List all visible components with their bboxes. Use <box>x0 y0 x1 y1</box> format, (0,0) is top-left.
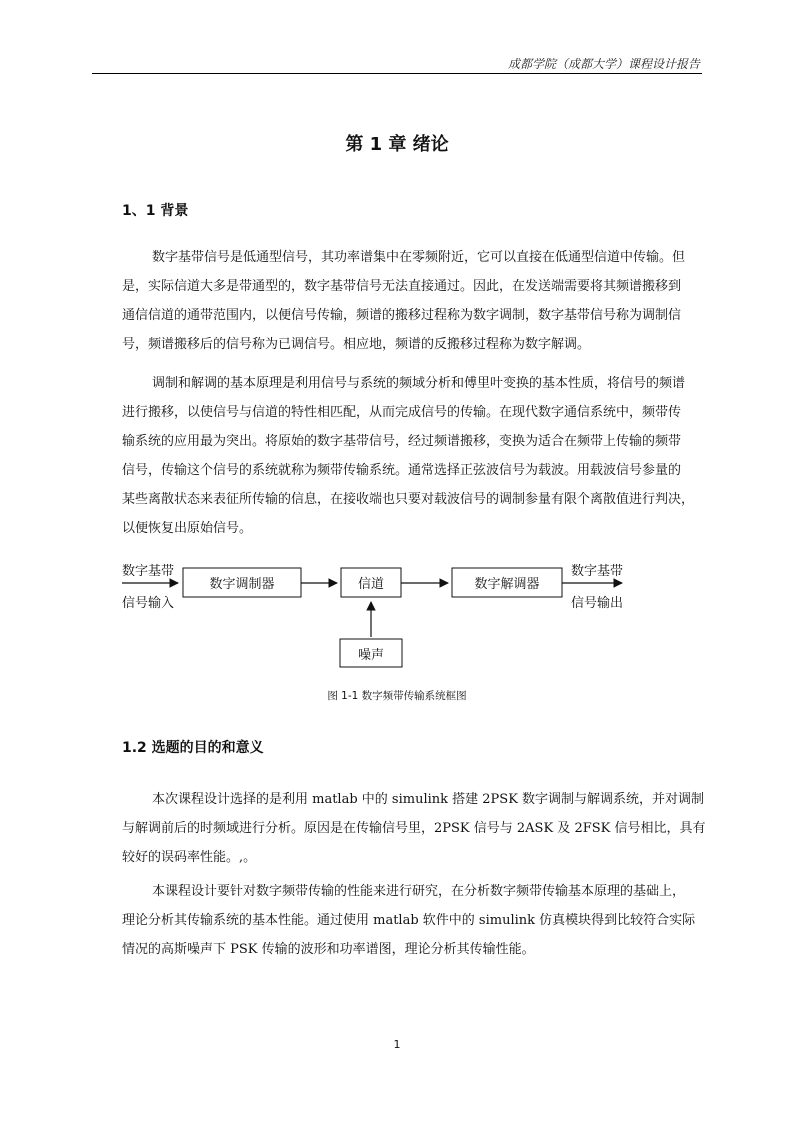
text-line: 情况的高斯噪声下 PSK 传输的波形和功率谱图，理论分析其传输性能。 <box>122 942 535 957</box>
text-line: 理论分析其传输系统的基本性能。通过使用 matlab 软件中的 simulink 仿真模块得到比较符合实际 <box>122 913 696 928</box>
paragraph-background-1 <box>92 243 704 359</box>
text-line: 本次课程设计选择的是利用 matlab 中的 simulink 搭建 2PSK 数字调制与解调系统，并对调制 <box>152 792 705 807</box>
text-line: 以便恢复出原始信号。 <box>122 521 253 536</box>
input-label-2: 信号输入 <box>122 596 175 611</box>
section-title-background: 1、1 背景 <box>122 203 189 219</box>
header-rule <box>92 73 702 74</box>
modulator-label: 数字调制器 <box>209 577 275 592</box>
figure-caption: 图 1-1 数字频带传输系统框图 <box>327 690 467 702</box>
input-label-1: 数字基带 <box>122 564 175 579</box>
paragraph-purpose-1 <box>92 785 704 872</box>
text-line: 调制和解调的基本原理是利用信号与系统的频域分析和傅里叶变换的基本性质，将信号的频谱 <box>152 376 686 391</box>
page-number: 1 <box>393 1038 401 1051</box>
text-line: 是，实际信道大多是带通型的，数字基带信号无法直接通过。因此，在发送端需要将其频谱搬移到 <box>122 279 682 294</box>
text-line: 进行搬移，以使信号与信道的特性相匹配，从而完成信号的传输。在现代数字通信系统中，频带传 <box>122 405 682 420</box>
text-line: 本课程设计要针对数字频带传输的性能来进行研究，在分析数字频带传输基本原理的基础上， <box>152 884 686 899</box>
text-line: 某些离散状态来表征所传输的信息，在接收端也只要对载波信号的调制参量有限个离散值进行判决， <box>122 492 695 507</box>
channel-label: 信道 <box>357 577 385 592</box>
output-label-2: 信号输出 <box>571 596 624 611</box>
demodulator-label: 数字解调器 <box>474 577 540 592</box>
page-header: 成都学院（成都大学）课程设计报告 <box>507 57 700 71</box>
text-line: 数字基带信号是低通型信号，其功率谱集中在零频附近，它可以直接在低通型信道中传输。但 <box>152 250 686 265</box>
paragraph-purpose-2 <box>92 877 704 964</box>
output-label-1: 数字基带 <box>571 564 624 579</box>
text-line: 号，频谱搬移后的信号称为已调信号。相应地，频谱的反搬移过程称为数字解调。 <box>122 337 591 352</box>
paragraph-background-2 <box>92 369 704 543</box>
text-line: 通信信道的通带范围内，以便信号传输，频谱的搬移过程称为数字调制，数字基带信号称为调制信 <box>122 308 682 323</box>
section-title-purpose: 1.2 选题的目的和意义 <box>122 740 264 756</box>
text-line: 输系统的应用最为突出。将原始的数字基带信号，经过频谱搬移，变换为适合在频带上传输的频带 <box>122 434 682 449</box>
text-line: 较好的误码率性能。,。 <box>122 850 257 865</box>
text-line: 信号，传输这个信号的系统就称为频带传输系统。通常选择正弦波信号为载波。用载波信号参量的 <box>122 463 682 478</box>
text-line: 与解调前后的时频域进行分析。原因是在传输信号里，2PSK 信号与 2ASK 及 2FSK 信号相比，具有 <box>122 821 706 836</box>
chapter-title: 第 1 章 绪论 <box>345 134 449 155</box>
system-block-diagram <box>0 555 794 675</box>
noise-label: 噪声 <box>357 648 385 663</box>
